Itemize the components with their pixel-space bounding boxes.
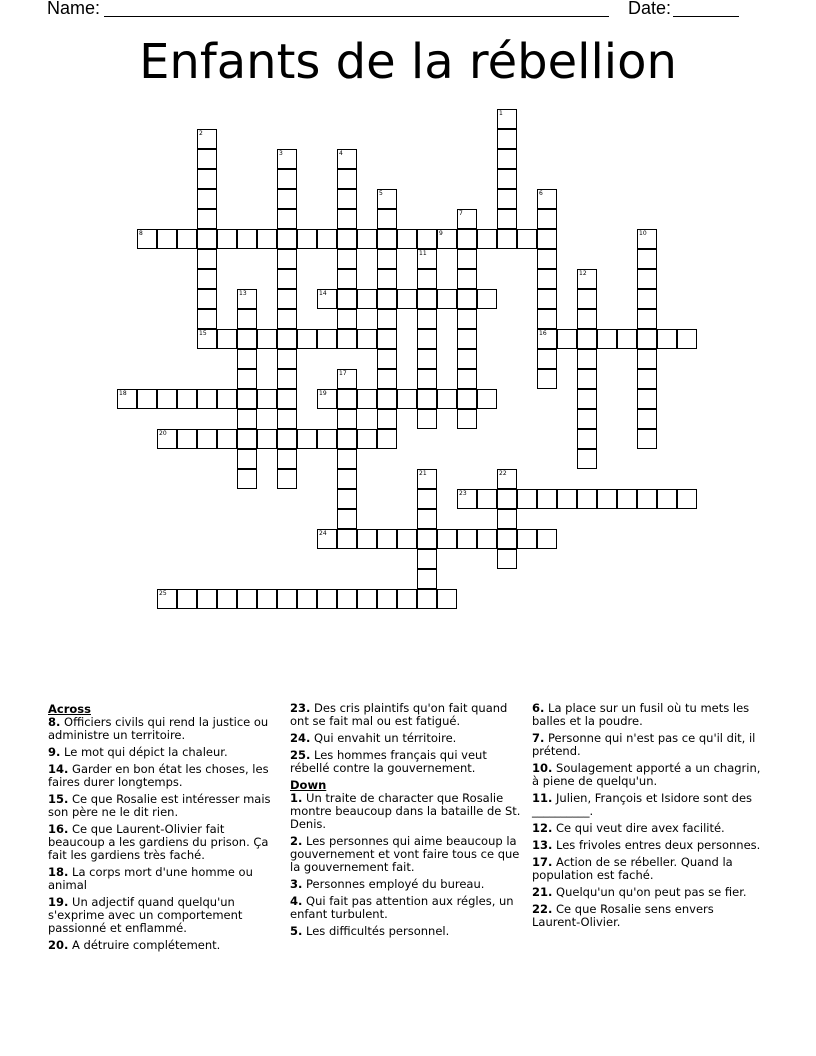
crossword-cell[interactable] xyxy=(337,329,357,349)
crossword-cell[interactable] xyxy=(537,489,557,509)
crossword-cell[interactable] xyxy=(677,489,697,509)
crossword-cell[interactable] xyxy=(457,389,477,409)
clue-number: 13 xyxy=(239,290,247,297)
crossword-cell[interactable] xyxy=(457,229,477,249)
crossword-cell[interactable] xyxy=(217,389,237,409)
clue-number: 23 xyxy=(459,490,467,497)
clue-number: 25 xyxy=(159,590,167,597)
crossword-cell[interactable] xyxy=(357,589,377,609)
across-clue: 9. Le mot qui dépict la chaleur. xyxy=(48,745,228,759)
crossword-cell[interactable] xyxy=(457,329,477,349)
crossword-cell[interactable] xyxy=(337,509,357,529)
crossword-cell[interactable] xyxy=(417,329,437,349)
crossword-cell[interactable] xyxy=(537,289,557,309)
crossword-cell[interactable] xyxy=(417,489,437,509)
across-clue: 15. Ce que Rosalie est intéresser mais son père ne le dit rien. xyxy=(48,792,271,819)
crossword-cell[interactable] xyxy=(577,269,597,289)
crossword-cell[interactable] xyxy=(497,129,517,149)
crossword-cell[interactable] xyxy=(277,409,297,429)
crossword-cell[interactable] xyxy=(457,489,477,509)
crossword-cell[interactable] xyxy=(377,189,397,209)
clue-number: 4 xyxy=(339,150,343,157)
crossword-cell[interactable] xyxy=(317,429,337,449)
crossword-cell[interactable] xyxy=(317,329,337,349)
crossword-cell[interactable] xyxy=(497,229,517,249)
crossword-cell[interactable] xyxy=(417,389,437,409)
crossword-cell[interactable] xyxy=(197,149,217,169)
crossword-cell[interactable] xyxy=(377,349,397,369)
crossword-cell[interactable] xyxy=(397,229,417,249)
clue-number: 12 xyxy=(579,270,587,277)
crossword-cell[interactable] xyxy=(237,389,257,409)
down-heading: Down xyxy=(290,778,327,792)
crossword-cell[interactable] xyxy=(237,429,257,449)
down-clue: 21. Quelqu'un qu'on peut pas se fier. xyxy=(532,885,747,899)
crossword-cell[interactable] xyxy=(337,309,357,329)
crossword-cell[interactable] xyxy=(197,229,217,249)
crossword-cell[interactable] xyxy=(457,349,477,369)
crossword-cell[interactable] xyxy=(417,589,437,609)
crossword-cell[interactable] xyxy=(237,289,257,309)
crossword-cell[interactable] xyxy=(477,389,497,409)
crossword-cell[interactable] xyxy=(657,489,677,509)
across-clue: 25. Les hommes français qui veut rébellé contre la gouvernement. xyxy=(290,748,487,775)
crossword-cell[interactable] xyxy=(457,209,477,229)
crossword-cell[interactable] xyxy=(497,189,517,209)
across-clue: 20. A détruire complétement. xyxy=(48,938,221,952)
down-clue: 7. Personne qui n'est pas ce qu'il dit, il prétend. xyxy=(532,731,756,758)
crossword-cell[interactable] xyxy=(537,529,557,549)
clue-number: 22 xyxy=(499,470,507,477)
crossword-cell[interactable] xyxy=(197,429,217,449)
crossword-cell[interactable] xyxy=(337,429,357,449)
crossword-cell[interactable] xyxy=(237,449,257,469)
crossword-cell[interactable] xyxy=(237,229,257,249)
clue-number: 1 xyxy=(499,110,503,117)
crossword-cell[interactable] xyxy=(357,529,377,549)
crossword-cell[interactable] xyxy=(477,489,497,509)
crossword-cell[interactable] xyxy=(497,469,517,489)
clue-number: 14 xyxy=(319,290,327,297)
crossword-cell[interactable] xyxy=(577,389,597,409)
crossword-cell[interactable] xyxy=(337,289,357,309)
crossword-cell[interactable] xyxy=(417,529,437,549)
down-clue: 4. Qui fait pas attention aux régles, un enfant turbulent. xyxy=(290,894,514,921)
clue-number: 15 xyxy=(199,330,207,337)
clue-number: 9 xyxy=(439,230,443,237)
crossword-cell[interactable] xyxy=(157,229,177,249)
clue-number: 24 xyxy=(319,530,327,537)
crossword-cell[interactable] xyxy=(637,489,657,509)
crossword-cell[interactable] xyxy=(417,509,437,529)
crossword-cell[interactable] xyxy=(637,269,657,289)
clue-column-3 xyxy=(532,702,764,933)
clue-number: 17 xyxy=(339,370,347,377)
crossword-cell[interactable] xyxy=(277,429,297,449)
crossword-cell[interactable] xyxy=(337,489,357,509)
crossword-cell[interactable] xyxy=(277,309,297,329)
crossword-cell[interactable] xyxy=(637,289,657,309)
clue-number: 16 xyxy=(539,330,547,337)
crossword-cell[interactable] xyxy=(377,329,397,349)
crossword-cell[interactable] xyxy=(197,249,217,269)
crossword-cell[interactable] xyxy=(237,369,257,389)
down-clue: 3. Personnes employé du bureau. xyxy=(290,877,485,891)
crossword-cell[interactable] xyxy=(497,109,517,129)
across-clue: 18. La corps mort d'une homme ou animal xyxy=(48,865,253,892)
crossword-cell[interactable] xyxy=(237,349,257,369)
crossword-cell[interactable] xyxy=(277,289,297,309)
down-clue: 13. Les frivoles entres deux personnes. xyxy=(532,838,761,852)
crossword-cell[interactable] xyxy=(317,229,337,249)
crossword-cell[interactable] xyxy=(537,369,557,389)
name-label: Name: xyxy=(47,0,101,18)
crossword-cell[interactable] xyxy=(497,489,517,509)
crossword-cell[interactable] xyxy=(637,329,657,349)
crossword-cell[interactable] xyxy=(457,309,477,329)
crossword-cell[interactable] xyxy=(417,469,437,489)
crossword-cell[interactable] xyxy=(277,349,297,369)
crossword-cell[interactable] xyxy=(537,249,557,269)
crossword-cell[interactable] xyxy=(217,429,237,449)
clue-number: 8 xyxy=(139,230,143,237)
crossword-cell[interactable] xyxy=(417,569,437,589)
clue-number: 20 xyxy=(159,430,167,437)
crossword-cell[interactable] xyxy=(217,589,237,609)
clue-number: 10 xyxy=(639,230,647,237)
crossword-cell[interactable] xyxy=(417,349,437,369)
crossword-cell[interactable] xyxy=(237,329,257,349)
crossword-cell[interactable] xyxy=(317,589,337,609)
crossword-cell[interactable] xyxy=(437,589,457,609)
crossword-cell[interactable] xyxy=(537,229,557,249)
crossword-cell[interactable] xyxy=(537,309,557,329)
crossword-cell[interactable] xyxy=(237,469,257,489)
crossword-cell[interactable] xyxy=(277,169,297,189)
crossword-cell[interactable] xyxy=(557,489,577,509)
across-clue: 23. Des cris plaintifs qu'on fait quand ont se fait mal ou est fatigué. xyxy=(290,701,508,728)
crossword-cell[interactable] xyxy=(577,409,597,429)
crossword-cell[interactable] xyxy=(317,529,337,549)
crossword-cell[interactable] xyxy=(637,409,657,429)
down-clue: 1. Un traite de character que Rosalie montre beaucoup dans la bataille de St. Denis. xyxy=(290,791,521,831)
page-title: Enfants de la rébellion xyxy=(139,34,677,90)
down-clue: 5. Les difficultés personnel. xyxy=(290,924,450,938)
crossword-cell[interactable] xyxy=(557,329,577,349)
crossword-cell[interactable] xyxy=(537,209,557,229)
crossword-cell[interactable] xyxy=(237,409,257,429)
crossword-cell[interactable] xyxy=(637,249,657,269)
date-label: Date: xyxy=(628,0,672,18)
crossword-cell[interactable] xyxy=(197,269,217,289)
crossword-cell[interactable] xyxy=(317,389,337,409)
clue-column-1 xyxy=(48,702,280,956)
crossword-cell[interactable] xyxy=(377,229,397,249)
clue-number: 3 xyxy=(279,150,283,157)
crossword-cell[interactable] xyxy=(197,209,217,229)
crossword-cell[interactable] xyxy=(277,189,297,209)
crossword-cell[interactable] xyxy=(377,409,397,429)
crossword-cell[interactable] xyxy=(277,269,297,289)
across-clue: 14. Garder en bon état les choses, les faires durer longtemps. xyxy=(48,762,269,789)
crossword-cell[interactable] xyxy=(397,289,417,309)
crossword-cell[interactable] xyxy=(357,429,377,449)
crossword-cell[interactable] xyxy=(577,289,597,309)
crossword-cell[interactable] xyxy=(457,369,477,389)
crossword-cell[interactable] xyxy=(377,249,397,269)
crossword-cell[interactable] xyxy=(497,549,517,569)
crossword-cell[interactable] xyxy=(457,269,477,289)
crossword-cell[interactable] xyxy=(337,389,357,409)
crossword-cell[interactable] xyxy=(137,389,157,409)
across-clue: 8. Officiers civils qui rend la justice ou administre un territoire. xyxy=(48,715,269,742)
crossword-cell[interactable] xyxy=(237,589,257,609)
crossword-cell[interactable] xyxy=(277,469,297,489)
crossword-cell[interactable] xyxy=(337,189,357,209)
down-clue: 6. La place sur un fusil où tu mets les balles et la poudre. xyxy=(532,701,750,728)
crossword-cell[interactable] xyxy=(337,369,357,389)
down-clue: 10. Soulagement apporté a un chagrin, à piene de quelqu'un. xyxy=(532,761,761,788)
crossword-cell[interactable] xyxy=(517,489,537,509)
crossword-cell[interactable] xyxy=(277,389,297,409)
crossword-cell[interactable] xyxy=(477,529,497,549)
crossword-cell[interactable] xyxy=(417,369,437,389)
crossword-cell[interactable] xyxy=(517,529,537,549)
crossword-cell[interactable] xyxy=(257,229,277,249)
crossword-cell[interactable] xyxy=(217,329,237,349)
across-clue: 19. Un adjectif quand quelqu'un s'exprime avec un comportement passionné et enflammé. xyxy=(48,895,243,935)
crossword-cell[interactable] xyxy=(577,329,597,349)
crossword-cell[interactable] xyxy=(497,529,517,549)
crossword-cell[interactable] xyxy=(417,409,437,429)
crossword-cell[interactable] xyxy=(677,329,697,349)
crossword-cell[interactable] xyxy=(277,249,297,269)
across-clue: 24. Qui envahit un térritoire. xyxy=(290,731,457,745)
crossword-cell[interactable] xyxy=(417,229,437,249)
crossword-cell[interactable] xyxy=(197,189,217,209)
crossword-cell[interactable] xyxy=(417,309,437,329)
crossword-cell[interactable] xyxy=(157,389,177,409)
crossword-cell[interactable] xyxy=(337,209,357,229)
crossword-cell[interactable] xyxy=(277,149,297,169)
down-clue: 12. Ce qui veut dire avex facilité. xyxy=(532,821,725,835)
crossword-cell[interactable] xyxy=(597,489,617,509)
crossword-cell[interactable] xyxy=(277,369,297,389)
crossword-cell[interactable] xyxy=(457,409,477,429)
crossword-cell[interactable] xyxy=(657,329,677,349)
across-clue: 16. Ce que Laurent-Olivier fait beaucoup a les gardiens du prison. Ça fait les gardiens très faché. xyxy=(48,822,269,862)
crossword-cell[interactable] xyxy=(197,169,217,189)
crossword-cell[interactable] xyxy=(337,469,357,489)
crossword-cell[interactable] xyxy=(517,229,537,249)
crossword-cell[interactable] xyxy=(397,529,417,549)
crossword-cell[interactable] xyxy=(597,329,617,349)
crossword-cell[interactable] xyxy=(397,389,417,409)
down-clue: 22. Ce que Rosalie sens envers Laurent-Olivier. xyxy=(532,902,714,929)
crossword-cell[interactable] xyxy=(177,229,197,249)
crossword-cell[interactable] xyxy=(337,169,357,189)
crossword-cell[interactable] xyxy=(417,249,437,269)
crossword-cell[interactable] xyxy=(357,229,377,249)
crossword-cell[interactable] xyxy=(497,149,517,169)
crossword-cell[interactable] xyxy=(577,449,597,469)
crossword-cell[interactable] xyxy=(337,229,357,249)
crossword-cell[interactable] xyxy=(437,289,457,309)
crossword-cell[interactable] xyxy=(277,209,297,229)
crossword-cell[interactable] xyxy=(477,229,497,249)
crossword-cell[interactable] xyxy=(177,429,197,449)
crossword-cell[interactable] xyxy=(357,389,377,409)
crossword-cell[interactable] xyxy=(297,229,317,249)
crossword-cell[interactable] xyxy=(397,589,417,609)
down-clue: 2. Les personnes qui aime beaucoup la gouvernement et vont faire tous ce que la gouvernement fait. xyxy=(290,834,520,874)
clue-column-2 xyxy=(290,702,522,942)
down-clue: 17. Action de se rébeller. Quand la population est faché. xyxy=(532,855,733,882)
clue-number: 7 xyxy=(459,210,463,217)
clue-number: 2 xyxy=(199,130,203,137)
crossword-cell[interactable] xyxy=(257,389,277,409)
crossword-cell[interactable] xyxy=(537,349,557,369)
crossword-cell[interactable] xyxy=(197,389,217,409)
crossword-cell[interactable] xyxy=(377,309,397,329)
crossword-cell[interactable] xyxy=(497,209,517,229)
crossword-cell[interactable] xyxy=(337,269,357,289)
crossword-cell[interactable] xyxy=(177,389,197,409)
crossword-cell[interactable] xyxy=(257,329,277,349)
crossword-cell[interactable] xyxy=(337,449,357,469)
crossword-cell[interactable] xyxy=(177,589,197,609)
crossword-cell[interactable] xyxy=(377,369,397,389)
crossword-cell[interactable] xyxy=(277,589,297,609)
crossword-cell[interactable] xyxy=(497,169,517,189)
crossword-cell[interactable] xyxy=(197,309,217,329)
clue-number: 11 xyxy=(419,250,427,257)
crossword-cell[interactable] xyxy=(377,429,397,449)
clue-number: 21 xyxy=(419,470,427,477)
crossword-cell[interactable] xyxy=(297,329,317,349)
crossword-cell[interactable] xyxy=(437,229,457,249)
crossword-cell[interactable] xyxy=(457,249,477,269)
crossword-cell[interactable] xyxy=(437,389,457,409)
crossword-cell[interactable] xyxy=(577,489,597,509)
crossword-cell[interactable] xyxy=(577,309,597,329)
crossword-cell[interactable] xyxy=(617,329,637,349)
crossword-cell[interactable] xyxy=(157,589,177,609)
crossword-cell[interactable] xyxy=(537,189,557,209)
crossword-cell[interactable] xyxy=(477,289,497,309)
crossword-cell[interactable] xyxy=(197,289,217,309)
crossword-cell[interactable] xyxy=(537,329,557,349)
crossword-cell[interactable] xyxy=(437,529,457,549)
clue-number: 18 xyxy=(119,390,127,397)
crossword-cell[interactable] xyxy=(457,289,477,309)
crossword-cell[interactable] xyxy=(137,229,157,249)
crossword-cell[interactable] xyxy=(337,249,357,269)
crossword-cell[interactable] xyxy=(417,269,437,289)
crossword-cell[interactable] xyxy=(377,589,397,609)
crossword-cell[interactable] xyxy=(297,429,317,449)
crossword-cell[interactable] xyxy=(377,269,397,289)
clue-number: 19 xyxy=(319,390,327,397)
crossword-cell[interactable] xyxy=(617,489,637,509)
crossword-cell[interactable] xyxy=(637,389,657,409)
crossword-cell[interactable] xyxy=(457,529,477,549)
crossword-cell[interactable] xyxy=(497,509,517,529)
crossword-cell[interactable] xyxy=(197,589,217,609)
crossword-cell[interactable] xyxy=(637,429,657,449)
crossword-cell[interactable] xyxy=(377,389,397,409)
crossword-cell[interactable] xyxy=(577,349,597,369)
clue-number: 6 xyxy=(539,190,543,197)
down-clue: 11. Julien, François et Isidore sont des __________. xyxy=(532,791,753,818)
crossword-cell[interactable] xyxy=(577,429,597,449)
crossword-cell[interactable] xyxy=(237,309,257,329)
crossword-cell[interactable] xyxy=(637,229,657,249)
crossword-cell[interactable] xyxy=(277,449,297,469)
crossword-cell[interactable] xyxy=(357,329,377,349)
crossword-cell[interactable] xyxy=(637,369,657,389)
crossword-cell[interactable] xyxy=(577,369,597,389)
crossword-cell[interactable] xyxy=(337,149,357,169)
crossword-cell[interactable] xyxy=(257,429,277,449)
crossword-cell[interactable] xyxy=(317,289,337,309)
crossword-cell[interactable] xyxy=(377,529,397,549)
crossword-cell[interactable] xyxy=(377,209,397,229)
crossword-cell[interactable] xyxy=(277,229,297,249)
crossword-cell[interactable] xyxy=(337,409,357,429)
crossword-cell[interactable] xyxy=(357,289,377,309)
clue-number: 5 xyxy=(379,190,383,197)
crossword-cell[interactable] xyxy=(637,349,657,369)
across-heading: Across xyxy=(48,702,91,716)
crossword-cell[interactable] xyxy=(537,269,557,289)
crossword-cell[interactable] xyxy=(257,589,277,609)
crossword-cell[interactable] xyxy=(197,129,217,149)
crossword-cell[interactable] xyxy=(297,589,317,609)
crossword-cell[interactable] xyxy=(117,389,137,409)
crossword-cell[interactable] xyxy=(377,289,397,309)
crossword-cell[interactable] xyxy=(337,529,357,549)
crossword-cell[interactable] xyxy=(217,229,237,249)
crossword-cell[interactable] xyxy=(157,429,177,449)
crossword-cell[interactable] xyxy=(637,309,657,329)
crossword-cell[interactable] xyxy=(277,329,297,349)
crossword-cell[interactable] xyxy=(417,549,437,569)
crossword-cell[interactable] xyxy=(337,589,357,609)
crossword-cell[interactable] xyxy=(197,329,217,349)
crossword-cell[interactable] xyxy=(417,289,437,309)
